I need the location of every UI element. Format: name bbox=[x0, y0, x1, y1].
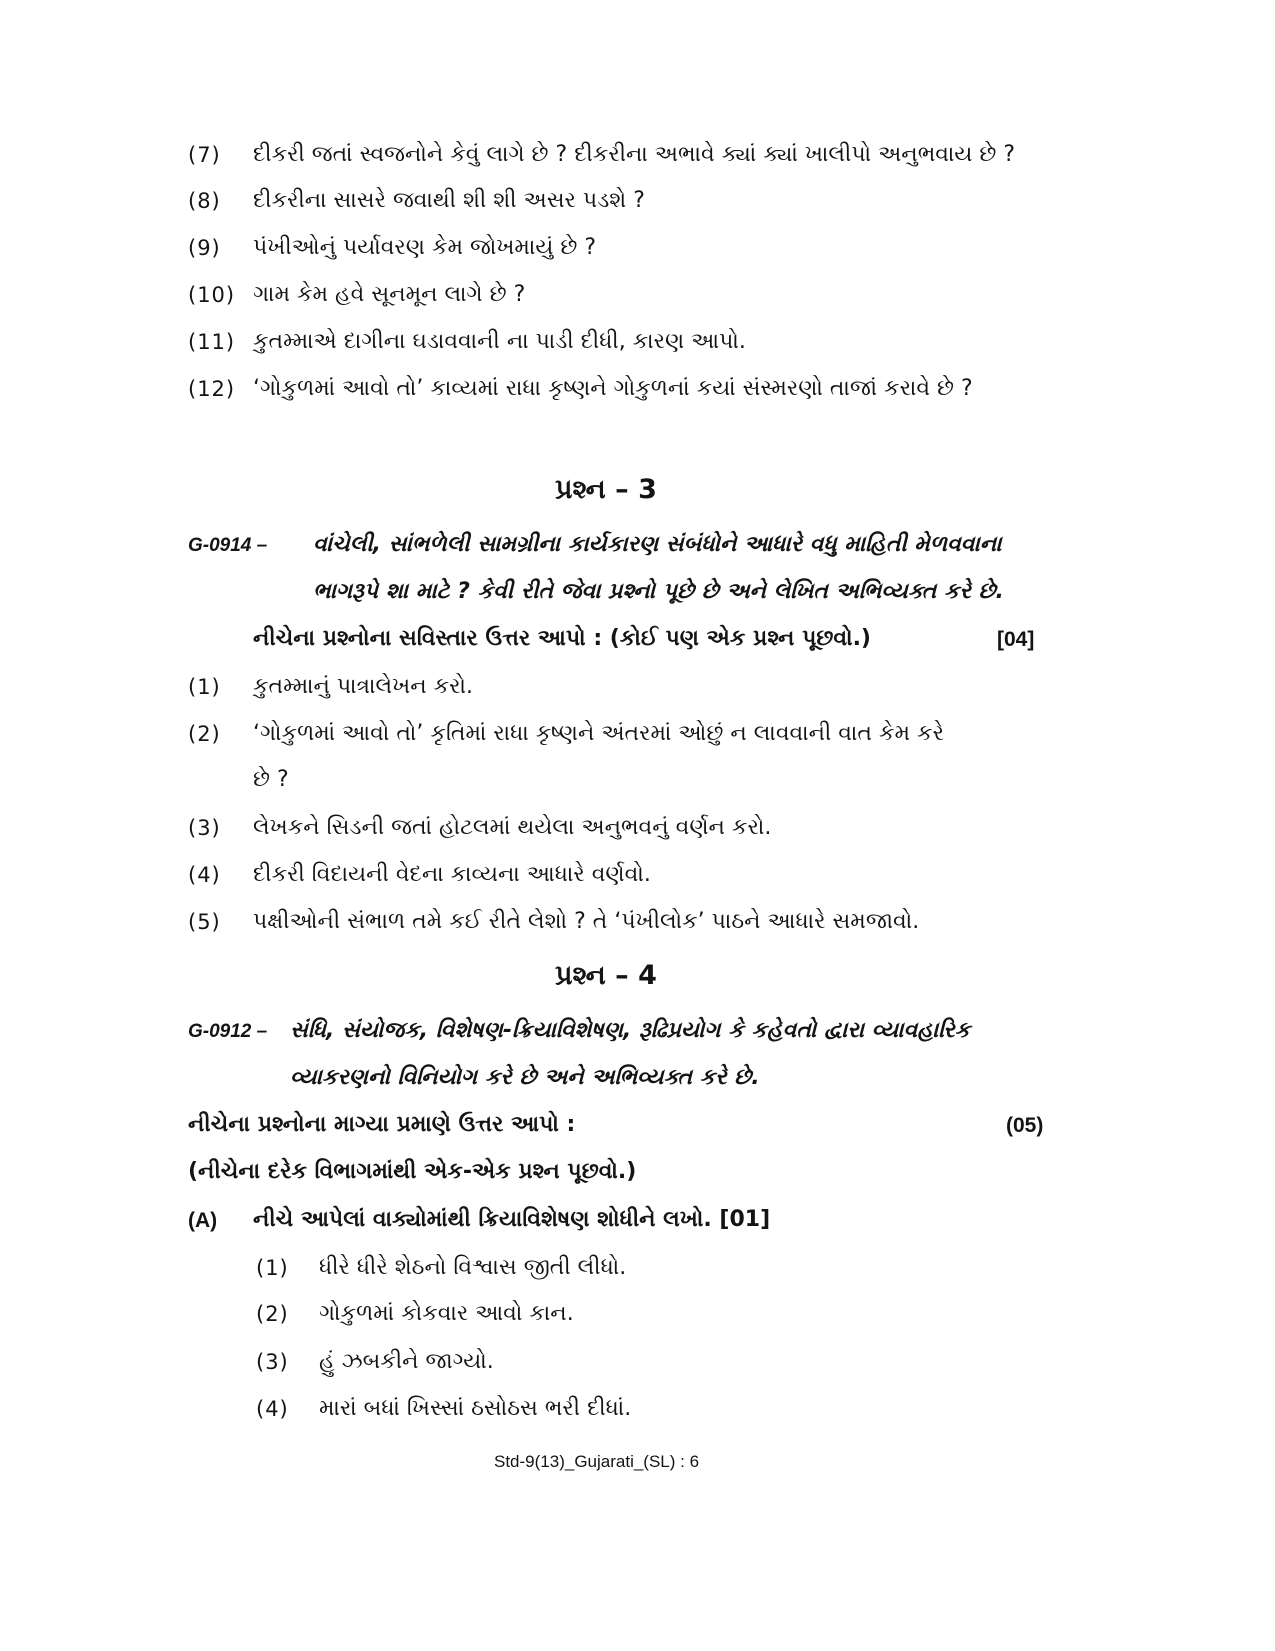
question-text: પંખીઓનું પર્યાવરણ કેમ જોખમાયું છે ? bbox=[253, 235, 597, 260]
item-number: (2) bbox=[256, 1302, 289, 1326]
question-text: કુતમ્માએ દાગીના ઘડાવવાની ના પાડી દીધી, કારણ આપો. bbox=[253, 329, 746, 354]
section-heading-q4: પ્રશ્ન – 4 bbox=[555, 960, 657, 991]
section-instruction: નીચેના પ્રશ્નોના માગ્યા પ્રમાણે ઉત્તર આપો : bbox=[188, 1112, 576, 1137]
question-number: (4) bbox=[188, 863, 221, 887]
question-text: ‘ગોકુળમાં આવો તો’ કાવ્યમાં રાધા કૃષ્ણને ગોકુળનાં કયાં સંસ્મરણો તાજાં કરાવે છે ? bbox=[253, 376, 973, 401]
subsection-title: નીચે આપેલાં વાક્યોમાંથી ક્રિયાવિશેષણ શોધીને લખો. [01] bbox=[253, 1207, 771, 1232]
question-text-continued: છે ? bbox=[253, 767, 289, 792]
marks-label: (05) bbox=[1006, 1114, 1044, 1137]
question-number: (5) bbox=[188, 910, 221, 934]
question-text: ‘ગોકુળમાં આવો તો’ કૃતિમાં રાધા કૃષ્ણને અંતરમાં ઓછું ન લાવવાની વાત કેમ કરે bbox=[253, 721, 944, 746]
question-number: (7) bbox=[188, 143, 221, 167]
question-number: (9) bbox=[188, 236, 221, 260]
question-text: દીકરી વિદાયની વેદના કાવ્યના આધારે વર્ણવો. bbox=[253, 862, 651, 887]
item-text: ધીરે ધીરે શેઠનો વિશ્વાસ જીતી લીધો. bbox=[319, 1255, 627, 1280]
question-number: (8) bbox=[188, 189, 221, 213]
learning-outcome-text: વાંચેલી, સાંભળેલી સામગ્રીના કાર્યકારણ સંબંધોને આધારે વધુ માહિતી મેળવવાના bbox=[313, 532, 1002, 557]
marks-label: [04] bbox=[997, 628, 1035, 651]
learning-outcome-text: વ્યાકરણનો વિનિયોગ કરે છે અને અભિવ્યક્ત કરે છે. bbox=[290, 1065, 760, 1090]
question-text: દીકરીના સાસરે જવાથી શી શી અસર પડશે ? bbox=[253, 188, 645, 213]
subsection-label: (A) bbox=[188, 1209, 218, 1232]
learning-outcome-text: સંધિ, સંયોજક, વિશેષણ-ક્રિયાવિશેષણ, રૂઢિપ્રયોગ કે કહેવતો દ્વારા વ્યાવહારિક bbox=[290, 1018, 971, 1043]
item-number: (4) bbox=[256, 1397, 289, 1421]
learning-outcome-code: G-0914 – bbox=[188, 535, 268, 556]
question-text: ગામ કેમ હવે સૂનમૂન લાગે છે ? bbox=[253, 282, 526, 307]
item-number: (3) bbox=[256, 1350, 289, 1374]
page-footer: Std-9(13)_Gujarati_(SL) : 6 bbox=[494, 1452, 700, 1471]
section-note: (નીચેના દરેક વિભાગમાંથી એક-એક પ્રશ્ન પૂછવો.) bbox=[188, 1159, 637, 1184]
learning-outcome-code: G-0912 – bbox=[188, 1021, 268, 1042]
question-number: (10) bbox=[188, 283, 236, 307]
item-text: ગોકુળમાં કોકવાર આવો કાન. bbox=[319, 1301, 574, 1326]
item-text: મારાં બધાં ખિસ્સાં ઠસોઠસ ભરી દીધાં. bbox=[319, 1396, 632, 1421]
section-instruction: નીચેના પ્રશ્નોના સવિસ્તાર ઉત્તર આપો : (કોઈ પણ એક પ્રશ્ન પૂછવો.) bbox=[253, 626, 871, 651]
question-number: (1) bbox=[188, 675, 221, 699]
question-number: (2) bbox=[188, 722, 221, 746]
question-text: લેખકને સિડની જતાં હોટલમાં થયેલા અનુભવનું વર્ણન કરો. bbox=[253, 815, 772, 840]
learning-outcome-text: ભાગરૂપે શા માટે ? કેવી રીતે જેવા પ્રશ્નો પૂછે છે અને લેખિત અભિવ્યક્ત કરે છે. bbox=[313, 579, 1004, 604]
section-heading-q3: પ્રશ્ન – 3 bbox=[555, 474, 657, 505]
question-number: (3) bbox=[188, 816, 221, 840]
question-text: પક્ષીઓની સંભાળ તમે કઈ રીતે લેશો ? તે ‘પંખીલોક’ પાઠને આધારે સમજાવો. bbox=[253, 909, 920, 934]
question-text: કુતમ્માનું પાત્રાલેખન કરો. bbox=[253, 674, 473, 699]
question-number: (12) bbox=[188, 377, 236, 401]
question-number: (11) bbox=[188, 330, 236, 354]
question-text: દીકરી જતાં સ્વજનોને કેવું લાગે છે ? દીકરીના અભાવે ક્યાં ક્યાં ખાલીપો અનુભવાય છે ? bbox=[253, 142, 1016, 167]
item-number: (1) bbox=[256, 1256, 289, 1280]
item-text: હું ઝબકીને જાગ્યો. bbox=[319, 1349, 494, 1374]
